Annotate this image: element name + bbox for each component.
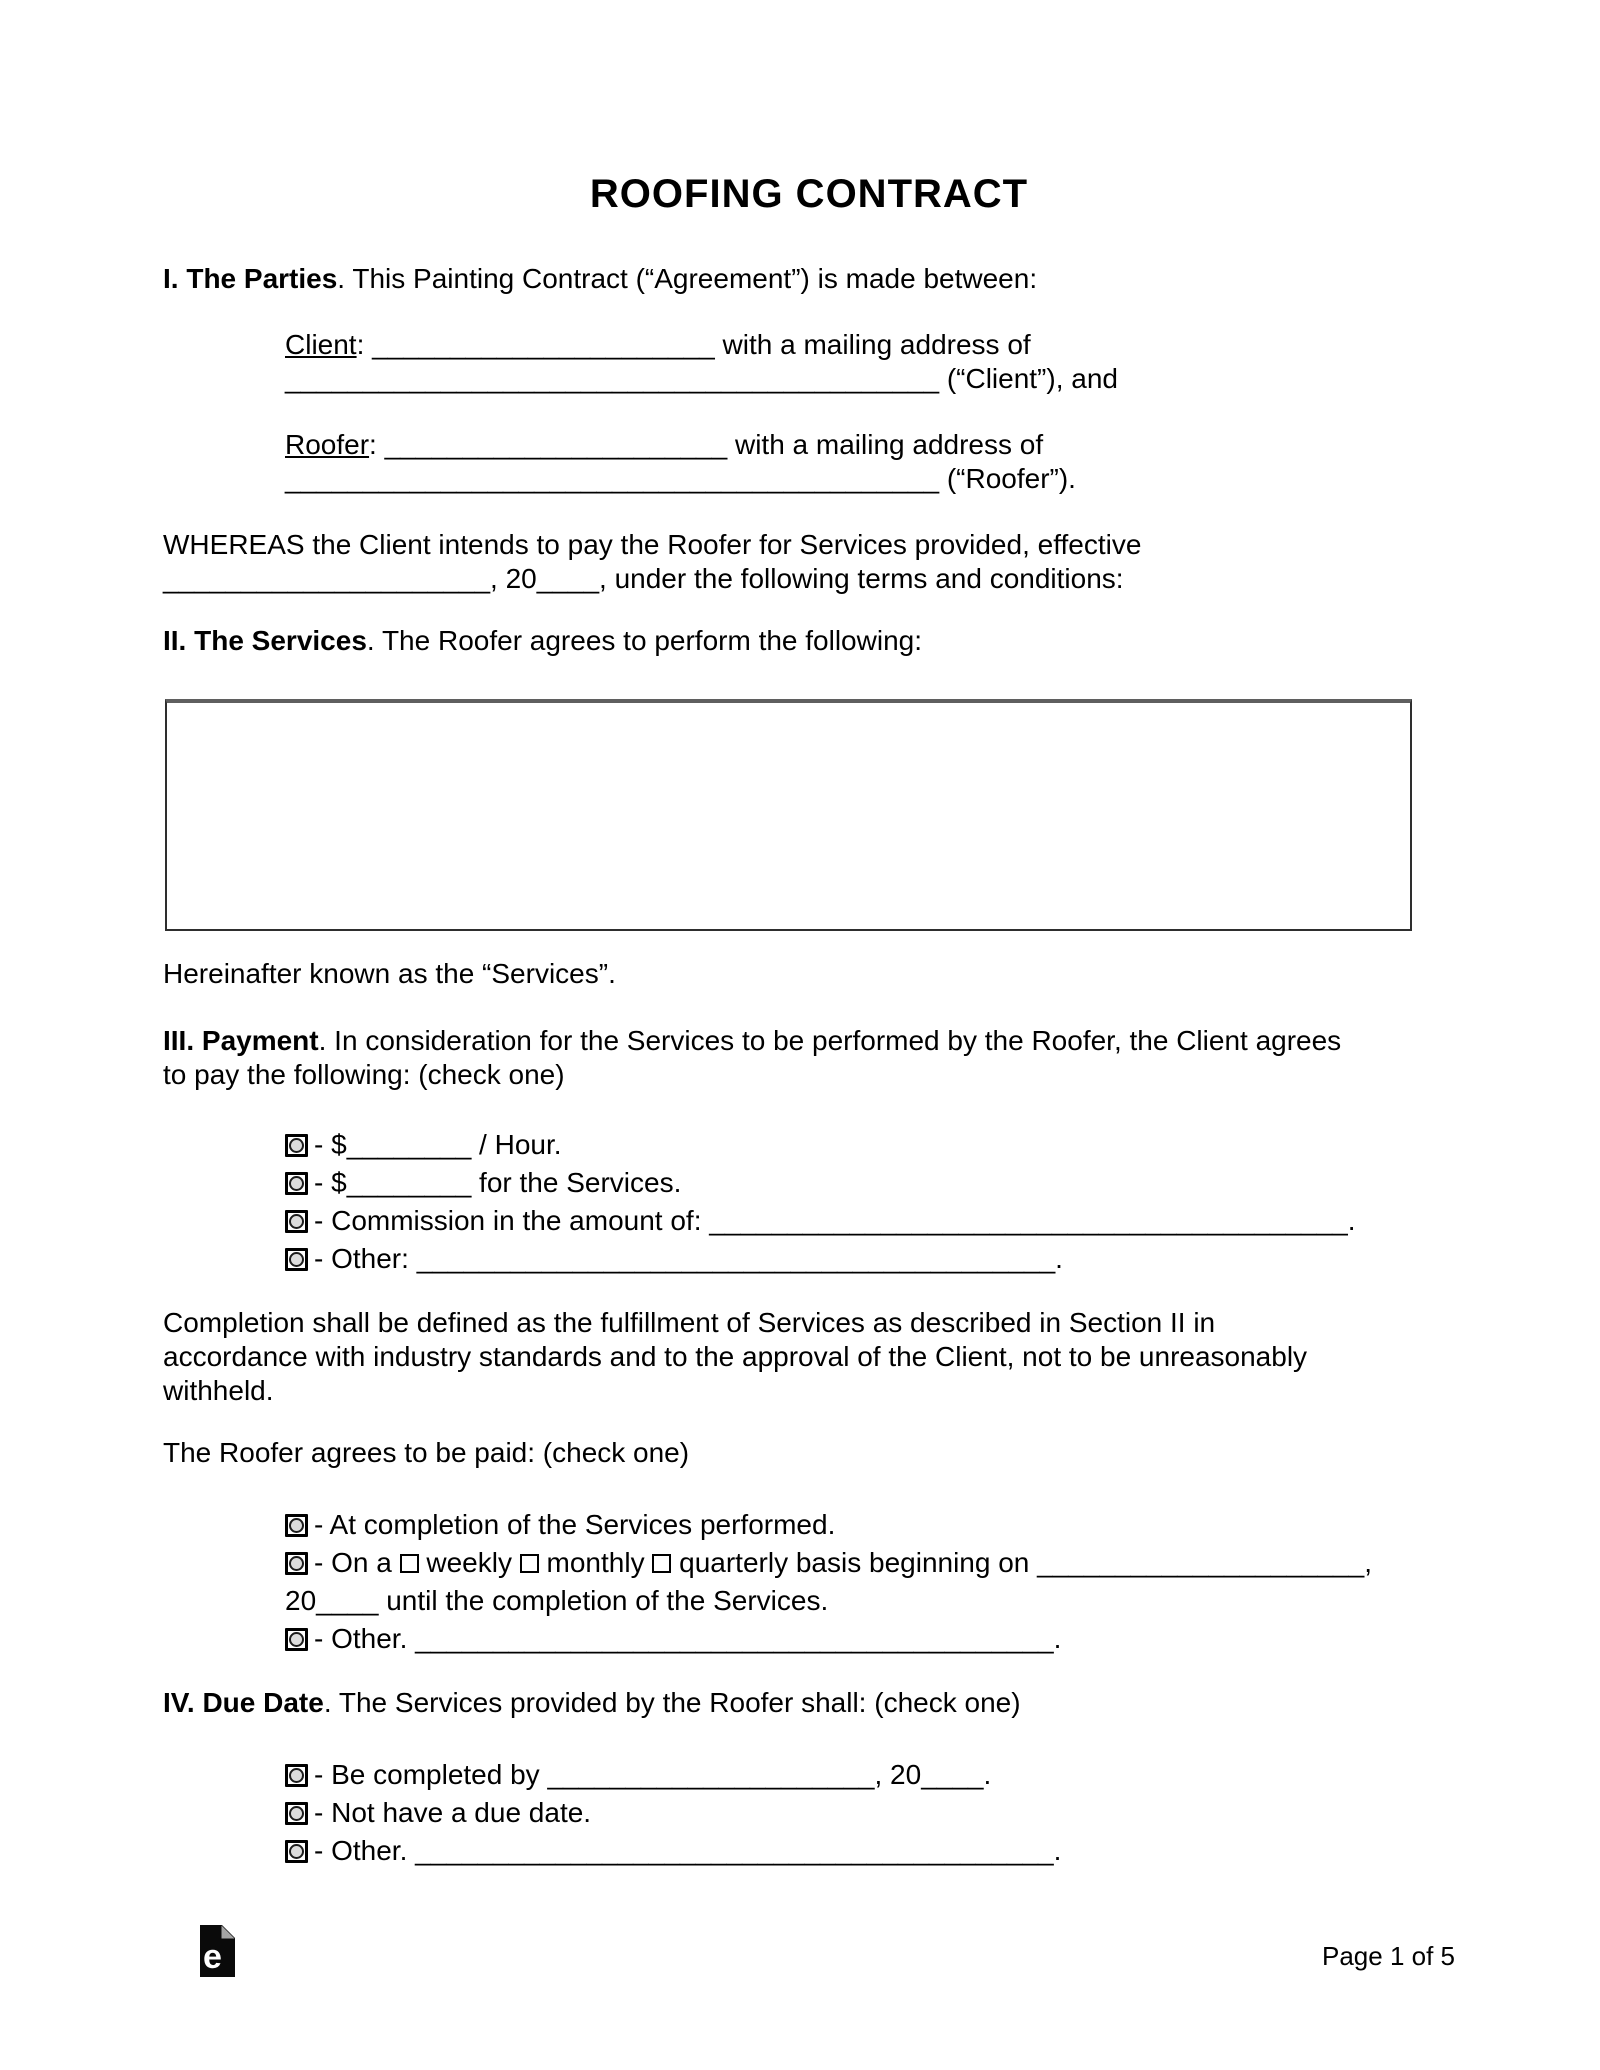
effective-year-blank[interactable]: ____ <box>536 563 600 594</box>
client-colon: : <box>356 329 373 360</box>
roofer-address-blank[interactable]: __________________________________________ <box>285 463 940 494</box>
monthly-checkbox[interactable] <box>520 1554 539 1573</box>
paid-option-other <box>285 1620 1455 1658</box>
payment-fixed-blank[interactable]: ________ <box>346 1167 472 1198</box>
payment-commission-post: . <box>1347 1205 1356 1236</box>
services-heading-bold: II. The Services <box>163 625 367 656</box>
payment-heading-bold: III. Payment <box>163 1025 319 1056</box>
roofer-clause <box>163 428 1455 496</box>
due-completed-by-year-blank[interactable]: ____ <box>921 1759 984 1790</box>
paid-other-blank[interactable]: _________________________________________ <box>415 1623 1054 1654</box>
payment-heading <box>163 1024 1455 1092</box>
completion-note <box>163 1306 1455 1408</box>
due-other-checkbox[interactable] <box>285 1840 308 1863</box>
paid-other-checkbox[interactable] <box>285 1628 308 1651</box>
roofer-colon: : <box>369 429 385 460</box>
payment-commission-checkbox[interactable] <box>285 1210 308 1233</box>
due-other-blank[interactable]: _________________________________________ <box>415 1835 1054 1866</box>
due-option-completed-by <box>285 1756 1455 1794</box>
quarterly-checkbox[interactable] <box>652 1554 671 1573</box>
payment-fixed-post: for the Services. <box>471 1167 682 1198</box>
completion-note-line1: Completion shall be defined as the fulfillment of Services as described in Section II in <box>163 1307 1216 1338</box>
paid-other-pre: - Other. <box>314 1623 416 1654</box>
due-date-options <box>163 1756 1455 1870</box>
payment-option-hourly <box>285 1126 1455 1164</box>
due-no-date-checkbox[interactable] <box>285 1802 308 1825</box>
roofer-name-blank[interactable]: ______________________ <box>384 429 728 460</box>
paid-recurring-checkbox[interactable] <box>285 1552 308 1575</box>
due-other-post: . <box>1053 1835 1062 1866</box>
hereinafter-note: Hereinafter known as the “Services”. <box>163 958 616 989</box>
client-clause <box>163 328 1455 396</box>
roofer-after-name: with a mailing address of <box>727 429 1044 460</box>
services-heading-rest: . The Roofer agrees to perform the following: <box>366 625 922 656</box>
due-completed-by-mid: , 20 <box>874 1759 922 1790</box>
due-date-heading <box>163 1686 1455 1720</box>
payment-options <box>163 1126 1455 1278</box>
payment-other-blank[interactable]: _________________________________________ <box>416 1243 1056 1274</box>
payment-hourly-post: / Hour. <box>471 1129 562 1160</box>
paid-recurring-pre: - On a <box>314 1547 400 1578</box>
paid-at-completion-label: - At completion of the Services performed. <box>314 1509 836 1540</box>
client-label: Client <box>285 329 357 360</box>
due-other-pre: - Other. <box>314 1835 416 1866</box>
due-completed-by-blank[interactable]: _____________________ <box>547 1759 875 1790</box>
page-number-label: Page 1 of 5 <box>1322 1941 1455 1971</box>
payment-heading-rest-line1: . In consideration for the Services to be performed by the Roofer, the Client agrees <box>318 1025 1342 1056</box>
payment-fixed-pre: - $ <box>314 1167 347 1198</box>
recurring-line2-pre: 20 <box>285 1585 317 1616</box>
parties-heading-rest: . This Painting Contract (“Agreement”) is made between: <box>337 263 1038 294</box>
client-address-blank[interactable]: __________________________________________ <box>285 363 940 394</box>
client-after-name: with a mailing address of <box>714 329 1031 360</box>
payment-other-post: . <box>1055 1243 1063 1274</box>
due-option-other <box>285 1832 1455 1870</box>
whereas-line2-rest: , under the following terms and conditions: <box>599 563 1124 594</box>
paid-other-post: . <box>1053 1623 1062 1654</box>
eforms-logo <box>200 1925 235 1977</box>
monthly-label: monthly <box>538 1547 653 1578</box>
payment-hourly-blank[interactable]: ________ <box>346 1129 472 1160</box>
due-completed-by-post: . <box>983 1759 992 1790</box>
paid-at-completion-checkbox[interactable] <box>285 1514 308 1537</box>
completion-note-line3: withheld. <box>163 1375 274 1406</box>
payment-other-pre: - Other: <box>314 1243 417 1274</box>
weekly-checkbox[interactable] <box>400 1554 419 1573</box>
page-title: ROOFING CONTRACT <box>589 172 1029 216</box>
weekly-label: weekly <box>418 1547 520 1578</box>
roofer-after-address: (“Roofer”). <box>939 463 1076 494</box>
payment-commission-blank[interactable]: _________________________________________ <box>709 1205 1348 1236</box>
payment-other-checkbox[interactable] <box>285 1248 308 1271</box>
recurring-year-blank[interactable]: ____ <box>316 1585 379 1616</box>
client-name-blank[interactable]: ______________________ <box>372 329 715 360</box>
due-date-heading-bold: IV. Due Date <box>163 1687 324 1718</box>
payment-hourly-checkbox[interactable] <box>285 1134 308 1157</box>
payment-fixed-checkbox[interactable] <box>285 1172 308 1195</box>
recurring-line2-rest: until the completion of the Services. <box>378 1585 829 1616</box>
services-description-box[interactable] <box>165 699 1412 931</box>
payment-commission-pre: - Commission in the amount of: <box>314 1205 710 1236</box>
effective-date-blank[interactable]: _____________________ <box>163 563 491 594</box>
roofer-label: Roofer <box>285 429 370 460</box>
paid-option-recurring <box>285 1544 1455 1620</box>
paid-options <box>163 1506 1455 1658</box>
whereas-line1: WHEREAS the Client intends to pay the Roofer for Services provided, effective <box>163 529 1142 560</box>
whereas-clause <box>163 528 1455 596</box>
services-heading <box>163 624 1455 658</box>
paid-intro: The Roofer agrees to be paid: (check one) <box>163 1437 690 1468</box>
paid-option-at-completion <box>285 1506 1455 1544</box>
client-after-address: (“Client”), and <box>939 363 1118 394</box>
due-completed-by-pre: - Be completed by <box>314 1759 548 1790</box>
eforms-logo-letter: e <box>203 1938 222 1976</box>
payment-option-commission <box>285 1202 1455 1240</box>
due-no-date-label: - Not have a due date. <box>314 1797 592 1828</box>
payment-option-other <box>285 1240 1455 1278</box>
due-completed-by-checkbox[interactable] <box>285 1764 308 1787</box>
payment-hourly-pre: - $ <box>314 1129 347 1160</box>
whereas-mid: , 20 <box>490 563 537 594</box>
due-option-no-date <box>285 1794 1455 1832</box>
quarterly-label: quarterly basis beginning on <box>671 1547 1038 1578</box>
parties-heading-bold: I. The Parties <box>163 263 338 294</box>
payment-heading-rest-line2: to pay the following: (check one) <box>163 1059 565 1090</box>
recurring-comma: , <box>1364 1547 1372 1578</box>
due-date-heading-rest: . The Services provided by the Roofer shall: (check one) <box>323 1687 1021 1718</box>
completion-note-line2: accordance with industry standards and to the approval of the Client, not to be unreasonably <box>163 1341 1308 1372</box>
payment-option-fixed <box>285 1164 1455 1202</box>
recurring-date-blank[interactable]: _____________________ <box>1037 1547 1365 1578</box>
parties-heading <box>163 262 1455 296</box>
